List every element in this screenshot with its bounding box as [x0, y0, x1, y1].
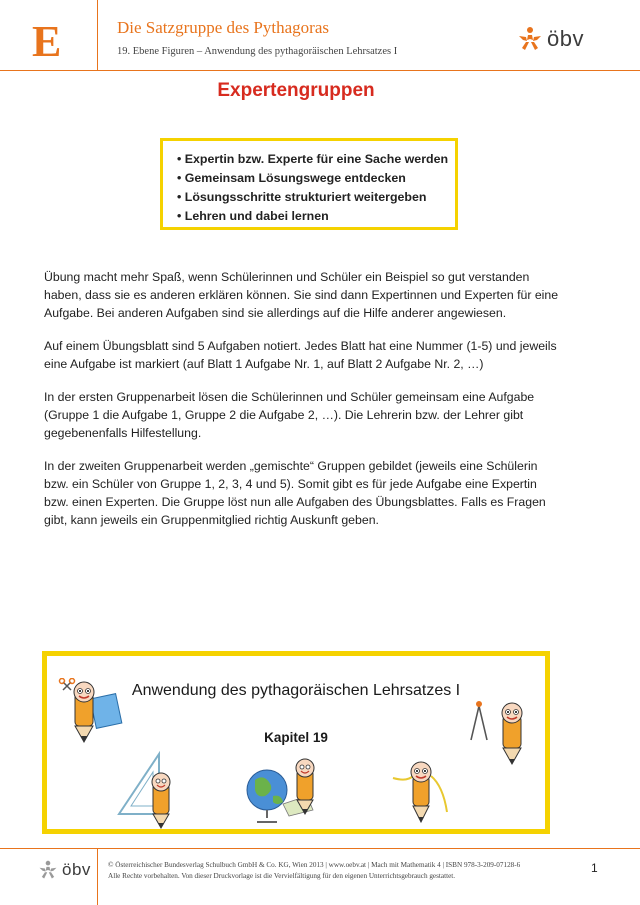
copyright-line: Alle Rechte vorbehalten. Von dieser Druckvorlage ist die Vervielfältigung für den eigenen Unterrichtsgebrauch gestattet.	[108, 872, 456, 880]
copyright-line: © Österreichischer Bundesverlag Schulbuch GmbH & Co. KG, Wien 2013 | www.oebv.at | Mach mit Mathematik 4 | ISBN 978-3-209-07128-6	[108, 861, 521, 869]
key-points-list	[177, 150, 455, 226]
footer-copyright	[108, 860, 520, 882]
paragraph: In der zweiten Gruppenarbeit werden „gemischte“ Gruppen gebildet (jeweils eine Schülerin bzw. ein Schüler von Gruppe 1, 2, 3, 4 und 5). Somit gibt es für jede Aufgabe eine Expertin bzw. einen Experten. Die Gruppe löst nun alle Aufgaben des Übungsblattes. Falls es Fragen gibt, kann jeweils ein Gruppenmitglied richtig Auskunft geben.	[44, 459, 546, 527]
publisher-logo	[517, 26, 584, 52]
header-title: Die Satzgruppe des Pythagoras	[117, 18, 329, 37]
section-letter: E	[32, 17, 62, 66]
paragraph: Übung macht mehr Spaß, wenn Schülerinnen und Schüler ein Beispiel so gut verstanden haben, dass sie es anderen erklären können. Sie sind dann Expertinnen und Experten für eine Aufgabe. Bei anderen Aufgaben sind sie allerdings auf die Hilfe anderer angewiesen.	[44, 270, 559, 320]
pencil-character-globe-icon	[243, 756, 335, 830]
banner-title: Anwendung des pythagoräischen Lehrsatzes I	[131, 682, 461, 699]
pencil-character-scissors-icon	[55, 678, 123, 746]
key-points-box	[160, 138, 458, 230]
key-point: • Expertin bzw. Experte für eine Sache werden	[177, 150, 455, 169]
header-divider-horizontal	[0, 70, 640, 71]
chapter-banner	[42, 651, 550, 834]
header-subtitle: 19. Ebene Figuren – Anwendung des pythagoräischen Lehrsatzes I	[117, 46, 398, 57]
footer-publisher-logo	[38, 860, 91, 880]
footer-divider-vertical	[97, 849, 98, 905]
oebv-star-icon	[517, 26, 543, 52]
footer-divider-horizontal	[0, 848, 640, 849]
page-heading: Expertengruppen	[217, 80, 375, 101]
page-number: 1	[591, 861, 598, 875]
key-point: • Gemeinsam Lösungswege entdecken	[177, 169, 455, 188]
header-divider-vertical	[97, 0, 98, 70]
pencil-character-tape-icon	[387, 752, 457, 832]
key-point: • Lösungsschritte strukturiert weitergeben	[177, 188, 455, 207]
pencil-character-compass-icon	[465, 696, 539, 768]
banner-chapter: Kapitel 19	[264, 730, 328, 745]
body-text	[44, 268, 564, 544]
paragraph: Auf einem Übungsblatt sind 5 Aufgaben notiert. Jedes Blatt hat eine Nummer (1-5) und jeweils eine Aufgabe ist markiert (auf Blatt 1 Aufgabe Nr. 1, auf Blatt 2 Aufgabe Nr. 2, …)	[44, 339, 557, 371]
key-point: • Lehren und dabei lernen	[177, 207, 455, 226]
pencil-character-triangle-icon	[115, 750, 187, 830]
oebv-star-icon	[38, 860, 58, 880]
logo-text: öbv	[547, 26, 584, 51]
footer-logo-text: öbv	[62, 860, 91, 879]
paragraph: In der ersten Gruppenarbeit lösen die Schülerinnen und Schüler gemeinsam eine Aufgabe (Gruppe 1 die Aufgabe 1, Gruppe 2 die Aufgabe 2, …). Die Lehrerin bzw. der Lehrer gibt gegebenenfalls Hilfestellung.	[44, 390, 535, 440]
